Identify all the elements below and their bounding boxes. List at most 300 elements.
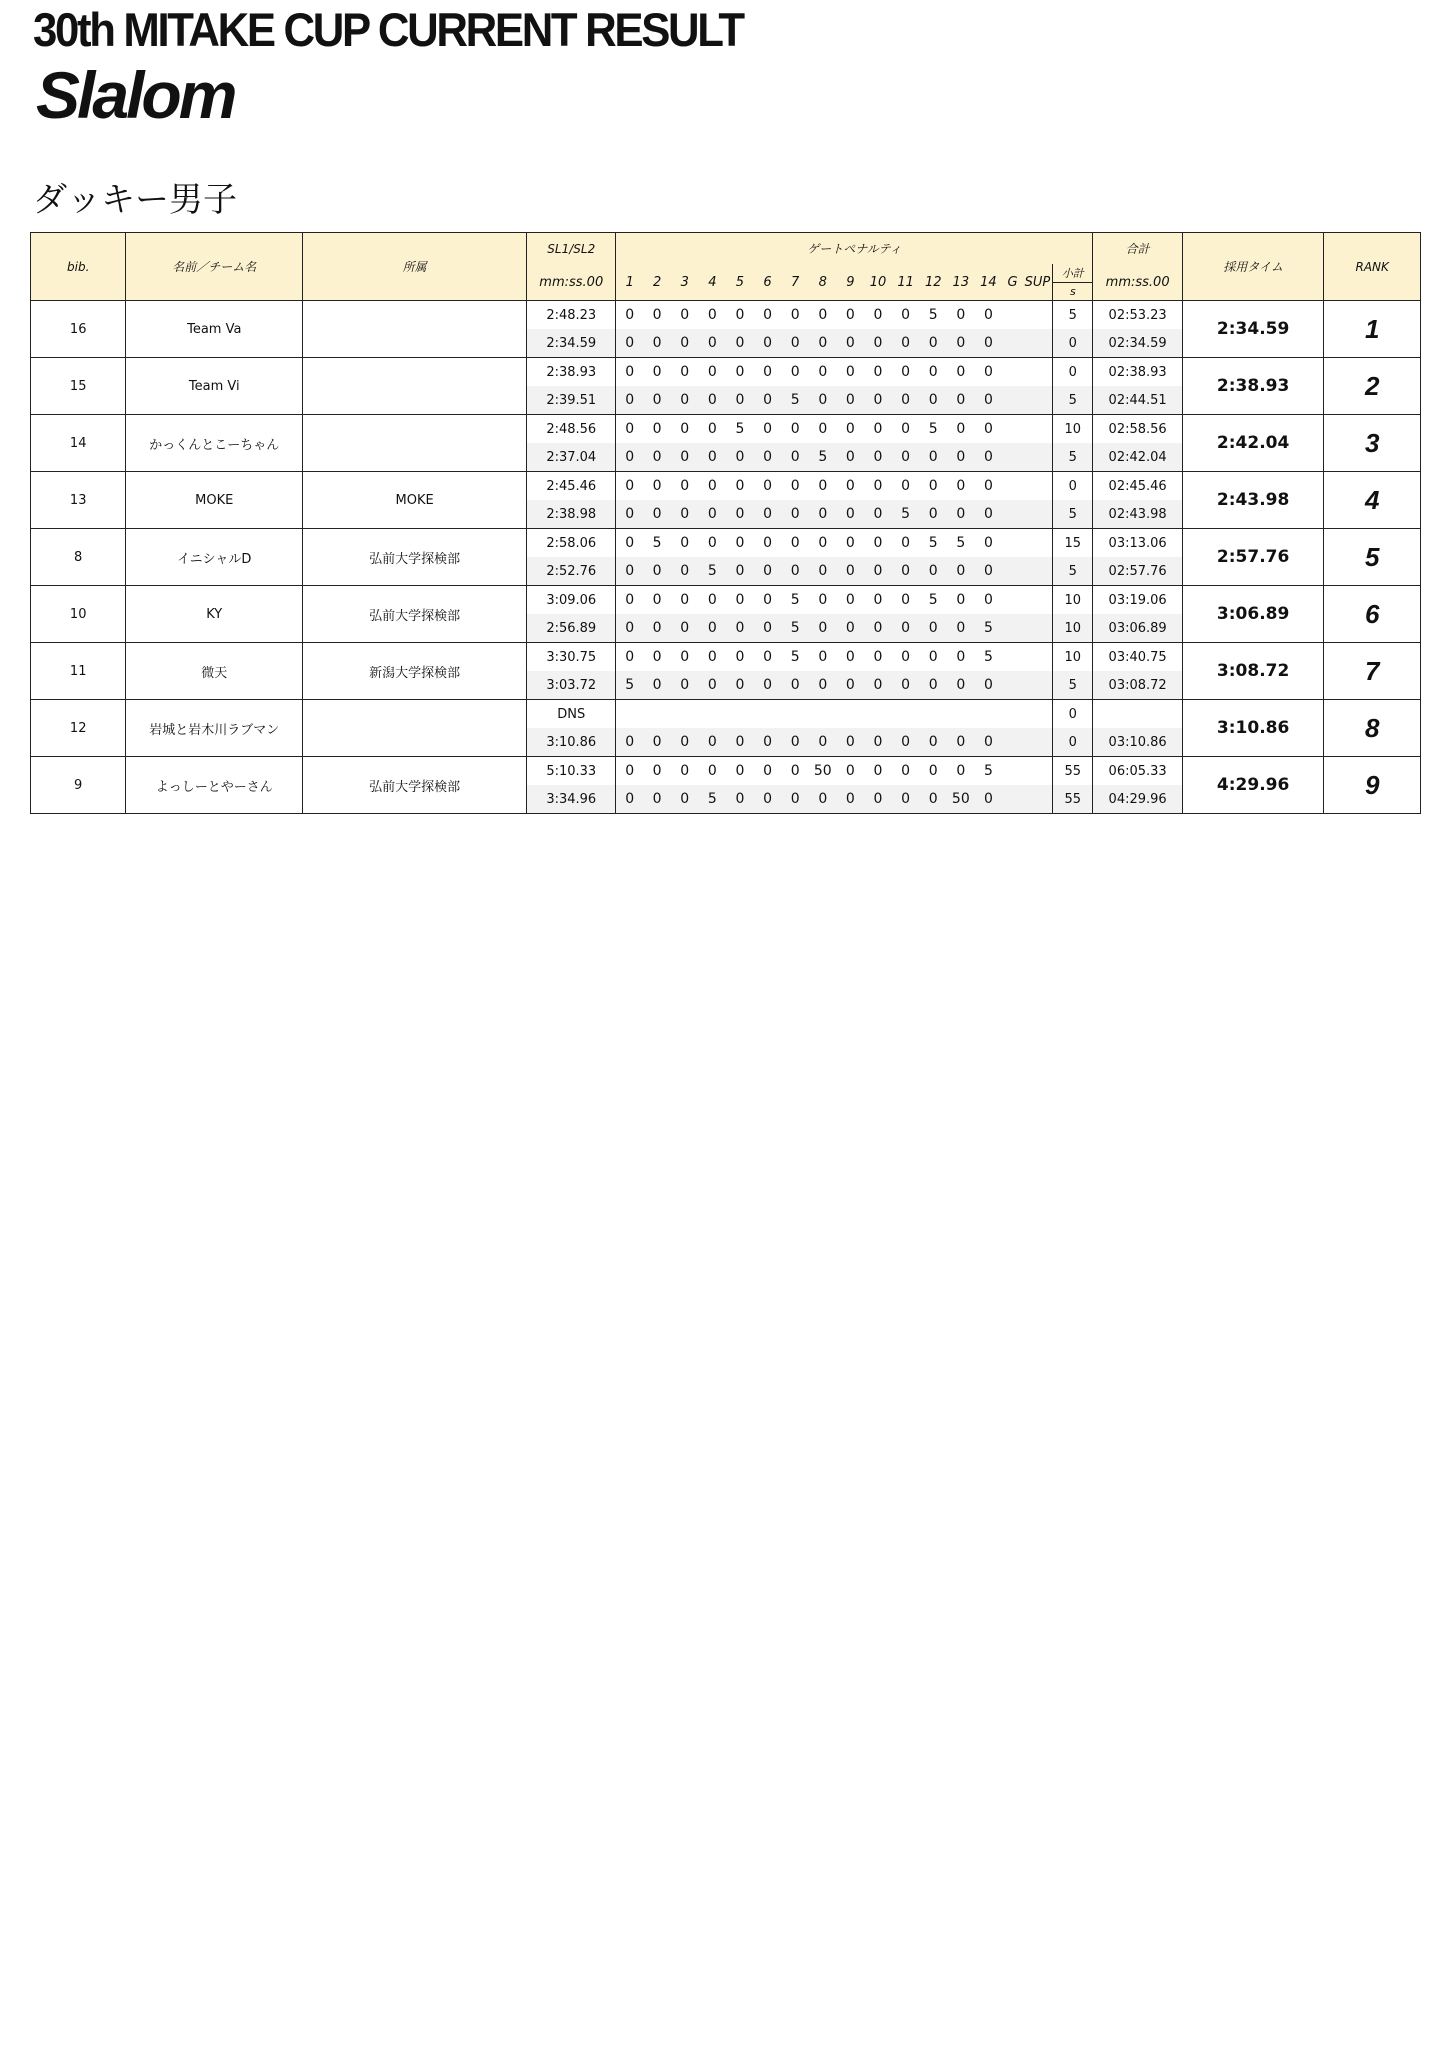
gate-penalty-cell: 5	[892, 500, 919, 529]
header-gate: 12	[919, 264, 947, 301]
gate-penalty-cell: 0	[837, 386, 864, 415]
gate-penalty-cell	[616, 700, 643, 729]
gate-penalty-cell: 0	[809, 557, 837, 586]
gate-penalty-cell: 0	[754, 301, 782, 330]
table-row	[31, 586, 1421, 615]
gate-penalty-cell: 5	[782, 386, 809, 415]
gate-penalty-cell: 0	[782, 785, 809, 814]
gate-penalty-cell: 0	[892, 529, 919, 558]
gate-penalty-cell: 0	[892, 443, 919, 472]
gate-penalty-cell: 0	[726, 443, 753, 472]
subtotal-cell: 0	[1053, 358, 1093, 387]
table-row	[31, 757, 1421, 786]
header-subtotal-unit: s	[1053, 282, 1092, 300]
subtotal-cell: 0	[1053, 700, 1093, 729]
gate-penalty-cell: 0	[809, 529, 837, 558]
gate-penalty-cell: 0	[698, 671, 726, 700]
header-total-format: mm:ss.00	[1093, 264, 1182, 301]
gate-penalty-cell	[1002, 586, 1022, 615]
gate-penalty-cell: 0	[837, 614, 864, 643]
gate-penalty-cell: 0	[919, 728, 947, 757]
affiliation-cell: 弘前大学探検部	[303, 757, 527, 814]
gate-penalty-cell: 0	[864, 557, 892, 586]
gate-penalty-cell: 0	[671, 415, 698, 444]
gate-penalty-cell: 0	[809, 386, 837, 415]
run-time-cell: 3:09.06	[527, 586, 616, 615]
gate-penalty-cell: 0	[616, 757, 643, 786]
gate-penalty-cell: 0	[782, 529, 809, 558]
gate-penalty-cell: 0	[974, 671, 1002, 700]
gate-penalty-cell: 0	[698, 529, 726, 558]
gate-penalty-cell: 0	[643, 358, 671, 387]
gate-penalty-cell: 0	[864, 785, 892, 814]
bib-cell: 16	[31, 301, 126, 358]
total-cell: 02:44.51	[1093, 386, 1182, 415]
gate-penalty-cell: 0	[754, 472, 782, 501]
gate-penalty-cell	[1002, 700, 1022, 729]
gate-penalty-cell: 0	[947, 728, 974, 757]
gate-penalty-cell: 0	[698, 329, 726, 358]
gate-penalty-cell: 0	[726, 386, 753, 415]
bib-cell: 12	[31, 700, 126, 757]
gate-penalty-cell	[1002, 557, 1022, 586]
bib-cell: 11	[31, 643, 126, 700]
rank-cell: 4	[1324, 472, 1421, 529]
run-time-cell: 2:48.56	[527, 415, 616, 444]
gate-penalty-cell	[1023, 529, 1053, 558]
gate-penalty-cell: 0	[616, 500, 643, 529]
gate-penalty-cell: 0	[782, 415, 809, 444]
gate-penalty-cell: 0	[892, 358, 919, 387]
gate-penalty-cell: 5	[809, 443, 837, 472]
run-time-cell: 3:03.72	[527, 671, 616, 700]
header-gate: 1	[616, 264, 643, 301]
gate-penalty-cell	[1002, 728, 1022, 757]
gate-penalty-cell: 0	[974, 301, 1002, 330]
subtotal-cell: 5	[1053, 386, 1093, 415]
header-gate: 3	[671, 264, 698, 301]
gate-penalty-cell: 0	[864, 472, 892, 501]
gate-penalty-cell: 0	[616, 472, 643, 501]
gate-penalty-cell: 0	[643, 443, 671, 472]
gate-penalty-cell: 0	[671, 785, 698, 814]
gate-penalty-cell: 0	[671, 472, 698, 501]
gate-penalty-cell: 0	[671, 643, 698, 672]
adopted-time-cell: 2:34.59	[1182, 301, 1324, 358]
name-cell: よっしーとやーさん	[126, 757, 303, 814]
gate-penalty-cell: 0	[809, 643, 837, 672]
gate-penalty-cell: 0	[754, 415, 782, 444]
gate-penalty-cell: 0	[616, 386, 643, 415]
adopted-time-cell: 4:29.96	[1182, 757, 1324, 814]
total-cell: 02:43.98	[1093, 500, 1182, 529]
gate-penalty-cell: 0	[782, 358, 809, 387]
affiliation-cell: 新潟大学探検部	[303, 643, 527, 700]
gate-penalty-cell: 0	[671, 614, 698, 643]
gate-penalty-cell	[1002, 785, 1022, 814]
gate-penalty-cell: 0	[837, 728, 864, 757]
gate-penalty-cell	[1023, 301, 1053, 330]
gate-penalty-cell: 0	[974, 443, 1002, 472]
rank-cell: 2	[1324, 358, 1421, 415]
gate-penalty-cell: 0	[726, 728, 753, 757]
results-table	[30, 232, 1421, 814]
gate-penalty-cell: 0	[754, 329, 782, 358]
gate-penalty-cell	[1023, 415, 1053, 444]
gate-penalty-cell: 0	[837, 443, 864, 472]
gate-penalty-cell: 5	[782, 586, 809, 615]
header-gate: 10	[864, 264, 892, 301]
table-row	[31, 472, 1421, 501]
gate-penalty-cell: 0	[782, 557, 809, 586]
gate-penalty-cell: 50	[947, 785, 974, 814]
gate-penalty-cell: 0	[892, 386, 919, 415]
gate-penalty-cell: 0	[974, 386, 1002, 415]
gate-penalty-cell	[864, 700, 892, 729]
bib-cell: 9	[31, 757, 126, 814]
gate-penalty-cell: 0	[671, 671, 698, 700]
gate-penalty-cell: 0	[809, 728, 837, 757]
gate-penalty-cell: 0	[974, 329, 1002, 358]
gate-penalty-cell: 5	[698, 785, 726, 814]
run-time-cell: 2:48.23	[527, 301, 616, 330]
gate-penalty-cell: 0	[671, 586, 698, 615]
gate-penalty-cell: 0	[671, 757, 698, 786]
gate-penalty-cell: 0	[919, 785, 947, 814]
gate-penalty-cell: 0	[616, 728, 643, 757]
table-row	[31, 700, 1421, 729]
gate-penalty-cell: 0	[643, 643, 671, 672]
gate-penalty-cell: 0	[726, 757, 753, 786]
gate-penalty-cell: 0	[947, 671, 974, 700]
affiliation-cell: 弘前大学探検部	[303, 529, 527, 586]
gate-penalty-cell: 0	[754, 443, 782, 472]
gate-penalty-cell	[974, 700, 1002, 729]
gate-penalty-cell: 0	[864, 443, 892, 472]
gate-penalty-cell: 0	[643, 557, 671, 586]
subtotal-cell: 0	[1053, 472, 1093, 501]
gate-penalty-cell: 0	[809, 671, 837, 700]
gate-penalty-cell: 0	[919, 358, 947, 387]
run-time-cell: 2:34.59	[527, 329, 616, 358]
gate-penalty-cell: 0	[919, 557, 947, 586]
gate-penalty-cell: 0	[837, 785, 864, 814]
gate-penalty-cell	[1023, 329, 1053, 358]
gate-penalty-cell: 0	[782, 671, 809, 700]
header-run-format: mm:ss.00	[527, 264, 616, 301]
name-cell: Team Va	[126, 301, 303, 358]
rank-cell: 1	[1324, 301, 1421, 358]
total-cell: 03:08.72	[1093, 671, 1182, 700]
gate-penalty-cell: 0	[974, 500, 1002, 529]
gate-penalty-cell: 0	[726, 529, 753, 558]
gate-penalty-cell: 0	[754, 757, 782, 786]
gate-penalty-cell: 0	[919, 443, 947, 472]
bib-cell: 8	[31, 529, 126, 586]
gate-penalty-cell: 0	[864, 586, 892, 615]
gate-penalty-cell: 0	[864, 529, 892, 558]
gate-penalty-cell: 0	[892, 415, 919, 444]
gate-penalty-cell	[726, 700, 753, 729]
gate-penalty-cell: 0	[726, 329, 753, 358]
header-gate: 14	[974, 264, 1002, 301]
gate-penalty-cell: 5	[616, 671, 643, 700]
subtotal-cell: 0	[1053, 728, 1093, 757]
gate-penalty-cell	[754, 700, 782, 729]
gate-penalty-cell	[1023, 557, 1053, 586]
gate-penalty-cell: 0	[726, 785, 753, 814]
total-cell: 02:58.56	[1093, 415, 1182, 444]
gate-penalty-cell: 0	[837, 643, 864, 672]
gate-penalty-cell: 0	[837, 500, 864, 529]
gate-penalty-cell: 0	[698, 301, 726, 330]
gate-penalty-cell: 0	[643, 472, 671, 501]
table-row	[31, 529, 1421, 558]
gate-penalty-cell: 0	[947, 614, 974, 643]
gate-penalty-cell: 0	[864, 614, 892, 643]
gate-penalty-cell: 0	[616, 329, 643, 358]
rank-cell: 5	[1324, 529, 1421, 586]
run-time-cell: 3:30.75	[527, 643, 616, 672]
name-cell: KY	[126, 586, 303, 643]
gate-penalty-cell: 0	[616, 358, 643, 387]
gate-penalty-cell: 0	[947, 301, 974, 330]
gate-penalty-cell: 0	[671, 500, 698, 529]
gate-penalty-cell: 0	[947, 386, 974, 415]
name-cell: Team Vi	[126, 358, 303, 415]
gate-penalty-cell: 0	[782, 443, 809, 472]
gate-penalty-cell	[919, 700, 947, 729]
gate-penalty-cell: 0	[837, 358, 864, 387]
rank-cell: 6	[1324, 586, 1421, 643]
header-gate: 13	[947, 264, 974, 301]
header-gate: 2	[643, 264, 671, 301]
gate-penalty-cell: 0	[947, 500, 974, 529]
header-adopted-time: 採用タイム	[1182, 233, 1324, 301]
gate-penalty-cell: 0	[643, 329, 671, 358]
gate-penalty-cell	[1023, 700, 1053, 729]
gate-penalty-cell: 0	[919, 643, 947, 672]
gate-penalty-cell: 5	[919, 415, 947, 444]
gate-penalty-cell: 0	[892, 643, 919, 672]
gate-penalty-cell: 0	[809, 586, 837, 615]
gate-penalty-cell: 0	[726, 643, 753, 672]
table-row	[31, 358, 1421, 387]
gate-penalty-cell: 0	[782, 472, 809, 501]
gate-penalty-cell: 0	[837, 415, 864, 444]
gate-penalty-cell: 0	[947, 557, 974, 586]
gate-penalty-cell: 0	[643, 586, 671, 615]
gate-penalty-cell: 0	[726, 472, 753, 501]
gate-penalty-cell: 5	[782, 614, 809, 643]
gate-penalty-cell: 0	[974, 415, 1002, 444]
gate-penalty-cell: 0	[616, 643, 643, 672]
gate-penalty-cell: 0	[726, 557, 753, 586]
name-cell: 微天	[126, 643, 303, 700]
gate-penalty-cell: 0	[809, 472, 837, 501]
total-cell: 03:13.06	[1093, 529, 1182, 558]
gate-penalty-cell: 0	[616, 415, 643, 444]
subtotal-cell: 5	[1053, 443, 1093, 472]
gate-penalty-cell: 0	[698, 586, 726, 615]
total-cell: 02:34.59	[1093, 329, 1182, 358]
gate-penalty-cell: 5	[919, 586, 947, 615]
gate-penalty-cell	[1023, 671, 1053, 700]
gate-penalty-cell	[1023, 757, 1053, 786]
adopted-time-cell: 2:42.04	[1182, 415, 1324, 472]
gate-penalty-cell: 0	[837, 472, 864, 501]
gate-penalty-cell: 0	[726, 614, 753, 643]
gate-penalty-cell: 0	[671, 329, 698, 358]
run-time-cell: 3:10.86	[527, 728, 616, 757]
run-time-cell: 2:37.04	[527, 443, 616, 472]
gate-penalty-cell: 0	[698, 757, 726, 786]
gate-penalty-cell: 5	[698, 557, 726, 586]
gate-penalty-cell	[1002, 301, 1022, 330]
adopted-time-cell: 2:38.93	[1182, 358, 1324, 415]
subtotal-cell: 10	[1053, 643, 1093, 672]
gate-penalty-cell: 0	[698, 728, 726, 757]
subtotal-cell: 5	[1053, 301, 1093, 330]
gate-penalty-cell: 0	[864, 358, 892, 387]
gate-penalty-cell: 0	[754, 643, 782, 672]
gate-penalty-cell: 0	[837, 329, 864, 358]
gate-penalty-cell: 0	[698, 443, 726, 472]
event-subtitle: Slalom	[36, 58, 235, 132]
gate-penalty-cell: 0	[809, 785, 837, 814]
gate-penalty-cell: 0	[892, 557, 919, 586]
gate-penalty-cell: 5	[974, 614, 1002, 643]
affiliation-cell	[303, 415, 527, 472]
gate-penalty-cell: 0	[782, 301, 809, 330]
subtotal-cell: 5	[1053, 500, 1093, 529]
gate-penalty-cell	[1002, 757, 1022, 786]
bib-cell: 13	[31, 472, 126, 529]
total-cell: 03:40.75	[1093, 643, 1182, 672]
header-affiliation: 所属	[303, 233, 527, 301]
gate-penalty-cell: 0	[782, 728, 809, 757]
gate-penalty-cell: 0	[947, 757, 974, 786]
gate-penalty-cell: 0	[809, 614, 837, 643]
gate-penalty-cell	[1023, 614, 1053, 643]
gate-penalty-cell: 0	[864, 728, 892, 757]
gate-penalty-cell: 5	[974, 757, 1002, 786]
gate-penalty-cell: 0	[698, 358, 726, 387]
adopted-time-cell: 2:43.98	[1182, 472, 1324, 529]
rank-cell: 7	[1324, 643, 1421, 700]
gate-penalty-cell: 0	[974, 557, 1002, 586]
gate-penalty-cell: 0	[698, 614, 726, 643]
affiliation-cell	[303, 301, 527, 358]
gate-penalty-cell: 0	[892, 586, 919, 615]
total-cell: 04:29.96	[1093, 785, 1182, 814]
gate-penalty-cell: 0	[782, 500, 809, 529]
subtotal-cell: 5	[1053, 671, 1093, 700]
subtotal-cell: 10	[1053, 415, 1093, 444]
gate-penalty-cell: 0	[864, 329, 892, 358]
affiliation-cell: 弘前大学探検部	[303, 586, 527, 643]
gate-penalty-cell: 0	[754, 614, 782, 643]
gate-penalty-cell	[1023, 472, 1053, 501]
run-time-cell: 3:34.96	[527, 785, 616, 814]
adopted-time-cell: 3:06.89	[1182, 586, 1324, 643]
gate-penalty-cell: 0	[809, 301, 837, 330]
gate-penalty-cell: 0	[698, 643, 726, 672]
header-gate: SUP	[1023, 264, 1053, 301]
subtotal-cell: 5	[1053, 557, 1093, 586]
gate-penalty-cell: 0	[671, 301, 698, 330]
header-gate-penalty: ゲートペナルティ	[616, 233, 1093, 265]
subtotal-cell: 55	[1053, 757, 1093, 786]
gate-penalty-cell	[837, 700, 864, 729]
gate-penalty-cell: 0	[726, 301, 753, 330]
gate-penalty-cell: 5	[782, 643, 809, 672]
run-time-cell: DNS	[527, 700, 616, 729]
total-cell: 06:05.33	[1093, 757, 1182, 786]
affiliation-cell	[303, 700, 527, 757]
gate-penalty-cell: 0	[947, 415, 974, 444]
total-cell: 02:57.76	[1093, 557, 1182, 586]
total-cell: 02:38.93	[1093, 358, 1182, 387]
gate-penalty-cell: 0	[754, 728, 782, 757]
affiliation-cell: MOKE	[303, 472, 527, 529]
header-total: 合計	[1093, 233, 1182, 265]
gate-penalty-cell: 0	[671, 728, 698, 757]
header-gate: 4	[698, 264, 726, 301]
gate-penalty-cell: 0	[754, 785, 782, 814]
run-time-cell: 2:38.98	[527, 500, 616, 529]
gate-penalty-cell: 0	[974, 728, 1002, 757]
gate-penalty-cell	[892, 700, 919, 729]
header-gate: 11	[892, 264, 919, 301]
subtotal-cell: 55	[1053, 785, 1093, 814]
gate-penalty-cell	[1023, 386, 1053, 415]
header-gate: 5	[726, 264, 753, 301]
gate-penalty-cell: 0	[892, 329, 919, 358]
table-row	[31, 415, 1421, 444]
header-rank: RANK	[1324, 233, 1421, 301]
gate-penalty-cell: 0	[698, 500, 726, 529]
gate-penalty-cell: 0	[643, 671, 671, 700]
total-cell: 03:10.86	[1093, 728, 1182, 757]
gate-penalty-cell: 0	[947, 358, 974, 387]
gate-penalty-cell: 0	[671, 557, 698, 586]
gate-penalty-cell: 0	[643, 500, 671, 529]
gate-penalty-cell	[698, 700, 726, 729]
gate-penalty-cell: 0	[616, 785, 643, 814]
gate-penalty-cell: 0	[754, 500, 782, 529]
header-gate: 8	[809, 264, 837, 301]
gate-penalty-cell: 0	[754, 671, 782, 700]
gate-penalty-cell: 0	[974, 586, 1002, 615]
total-cell: 02:45.46	[1093, 472, 1182, 501]
gate-penalty-cell: 0	[671, 443, 698, 472]
gate-penalty-cell: 0	[919, 500, 947, 529]
gate-penalty-cell	[947, 700, 974, 729]
name-cell: かっくんとこーちゃん	[126, 415, 303, 472]
gate-penalty-cell: 0	[919, 472, 947, 501]
header-subtotal	[1053, 264, 1093, 301]
gate-penalty-cell: 0	[837, 529, 864, 558]
bib-cell: 10	[31, 586, 126, 643]
header-gate: 9	[837, 264, 864, 301]
gate-penalty-cell: 0	[974, 529, 1002, 558]
run-time-cell: 2:58.06	[527, 529, 616, 558]
total-cell: 03:19.06	[1093, 586, 1182, 615]
table-row	[31, 301, 1421, 330]
gate-penalty-cell: 0	[864, 386, 892, 415]
bib-cell: 14	[31, 415, 126, 472]
